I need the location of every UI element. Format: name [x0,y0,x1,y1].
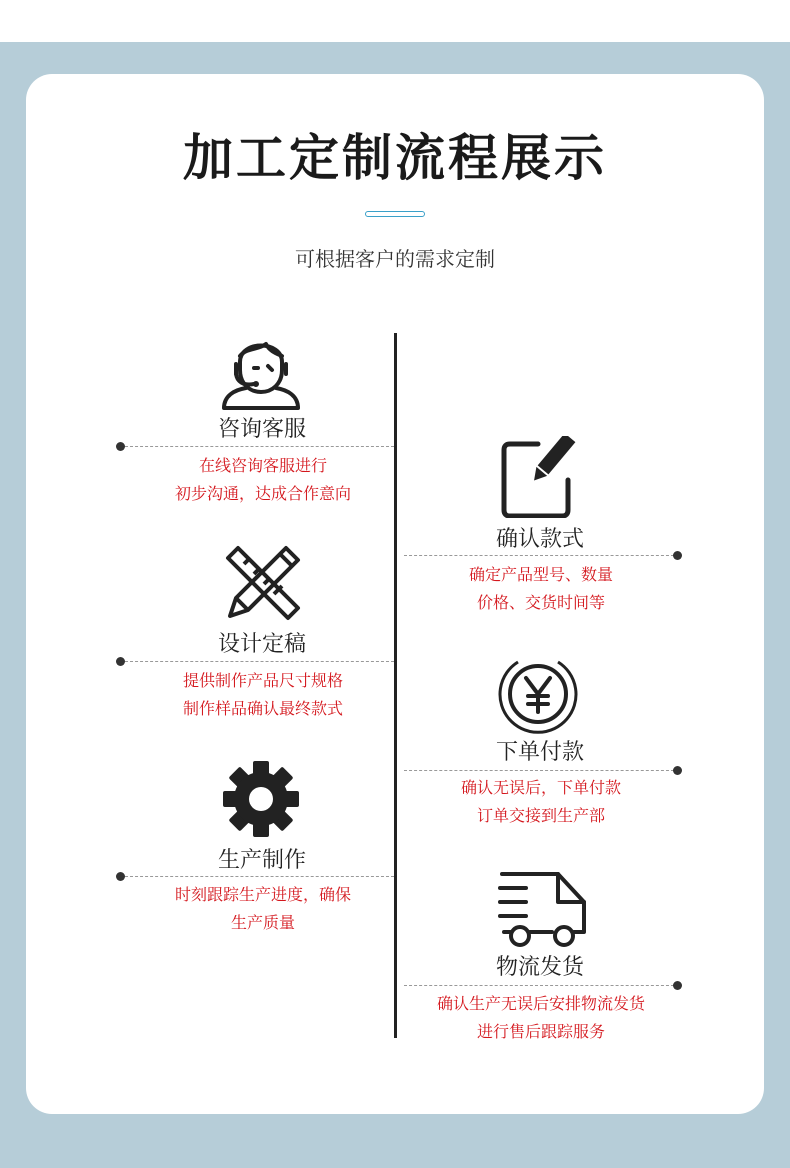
step-desc-line: 制作样品确认最终款式 [182,699,343,718]
dotted-connector [125,661,394,662]
step-desc-line: 确定产品型号、数量 [468,565,613,584]
step-desc-line: 确认生产无误后安排物流发货 [436,994,645,1013]
edit-icon [500,436,576,522]
step-desc-line: 初步沟通，达成合作意向 [174,484,351,503]
step-title-payment: 下单付款 [495,740,584,765]
page-subtitle: 可根据客户的需求定制 [295,247,495,271]
timeline-dot [116,872,125,881]
timeline-dot [673,551,682,560]
dotted-connector [404,985,674,986]
step-desc-line: 确认无误后，下单付款 [460,778,621,797]
step-title-production: 生产制作 [217,848,306,873]
step-desc-line: 在线咨询客服进行 [198,456,327,475]
step-desc-line: 订单交接到生产部 [476,806,605,825]
delivery-truck-icon [496,868,592,954]
step-title-shipping: 物流发货 [495,955,584,980]
timeline-dot [116,442,125,451]
dotted-connector [404,555,674,556]
timeline-dot [673,981,682,990]
step-title-design: 设计定稿 [217,632,306,657]
step-desc-line: 时刻跟踪生产进度，确保 [174,885,351,904]
customer-service-icon [218,326,304,414]
title-underline [365,211,425,217]
yen-coin-icon [496,654,580,742]
step-desc-line: 生产质量 [230,913,295,932]
step-title-consult: 咨询客服 [217,417,306,442]
timeline-dot [116,657,125,666]
page-title: 加工定制流程展示 [183,129,607,187]
step-title-confirm-style: 确认款式 [495,527,584,552]
step-desc-line: 进行售后跟踪服务 [476,1022,605,1041]
dotted-connector [404,770,674,771]
step-desc-line: 提供制作产品尺寸规格 [182,671,343,690]
dotted-connector [125,446,394,447]
dotted-connector [125,876,394,877]
design-tools-icon [220,542,304,628]
step-desc-line: 价格、交货时间等 [476,593,605,612]
gear-icon [222,760,300,842]
